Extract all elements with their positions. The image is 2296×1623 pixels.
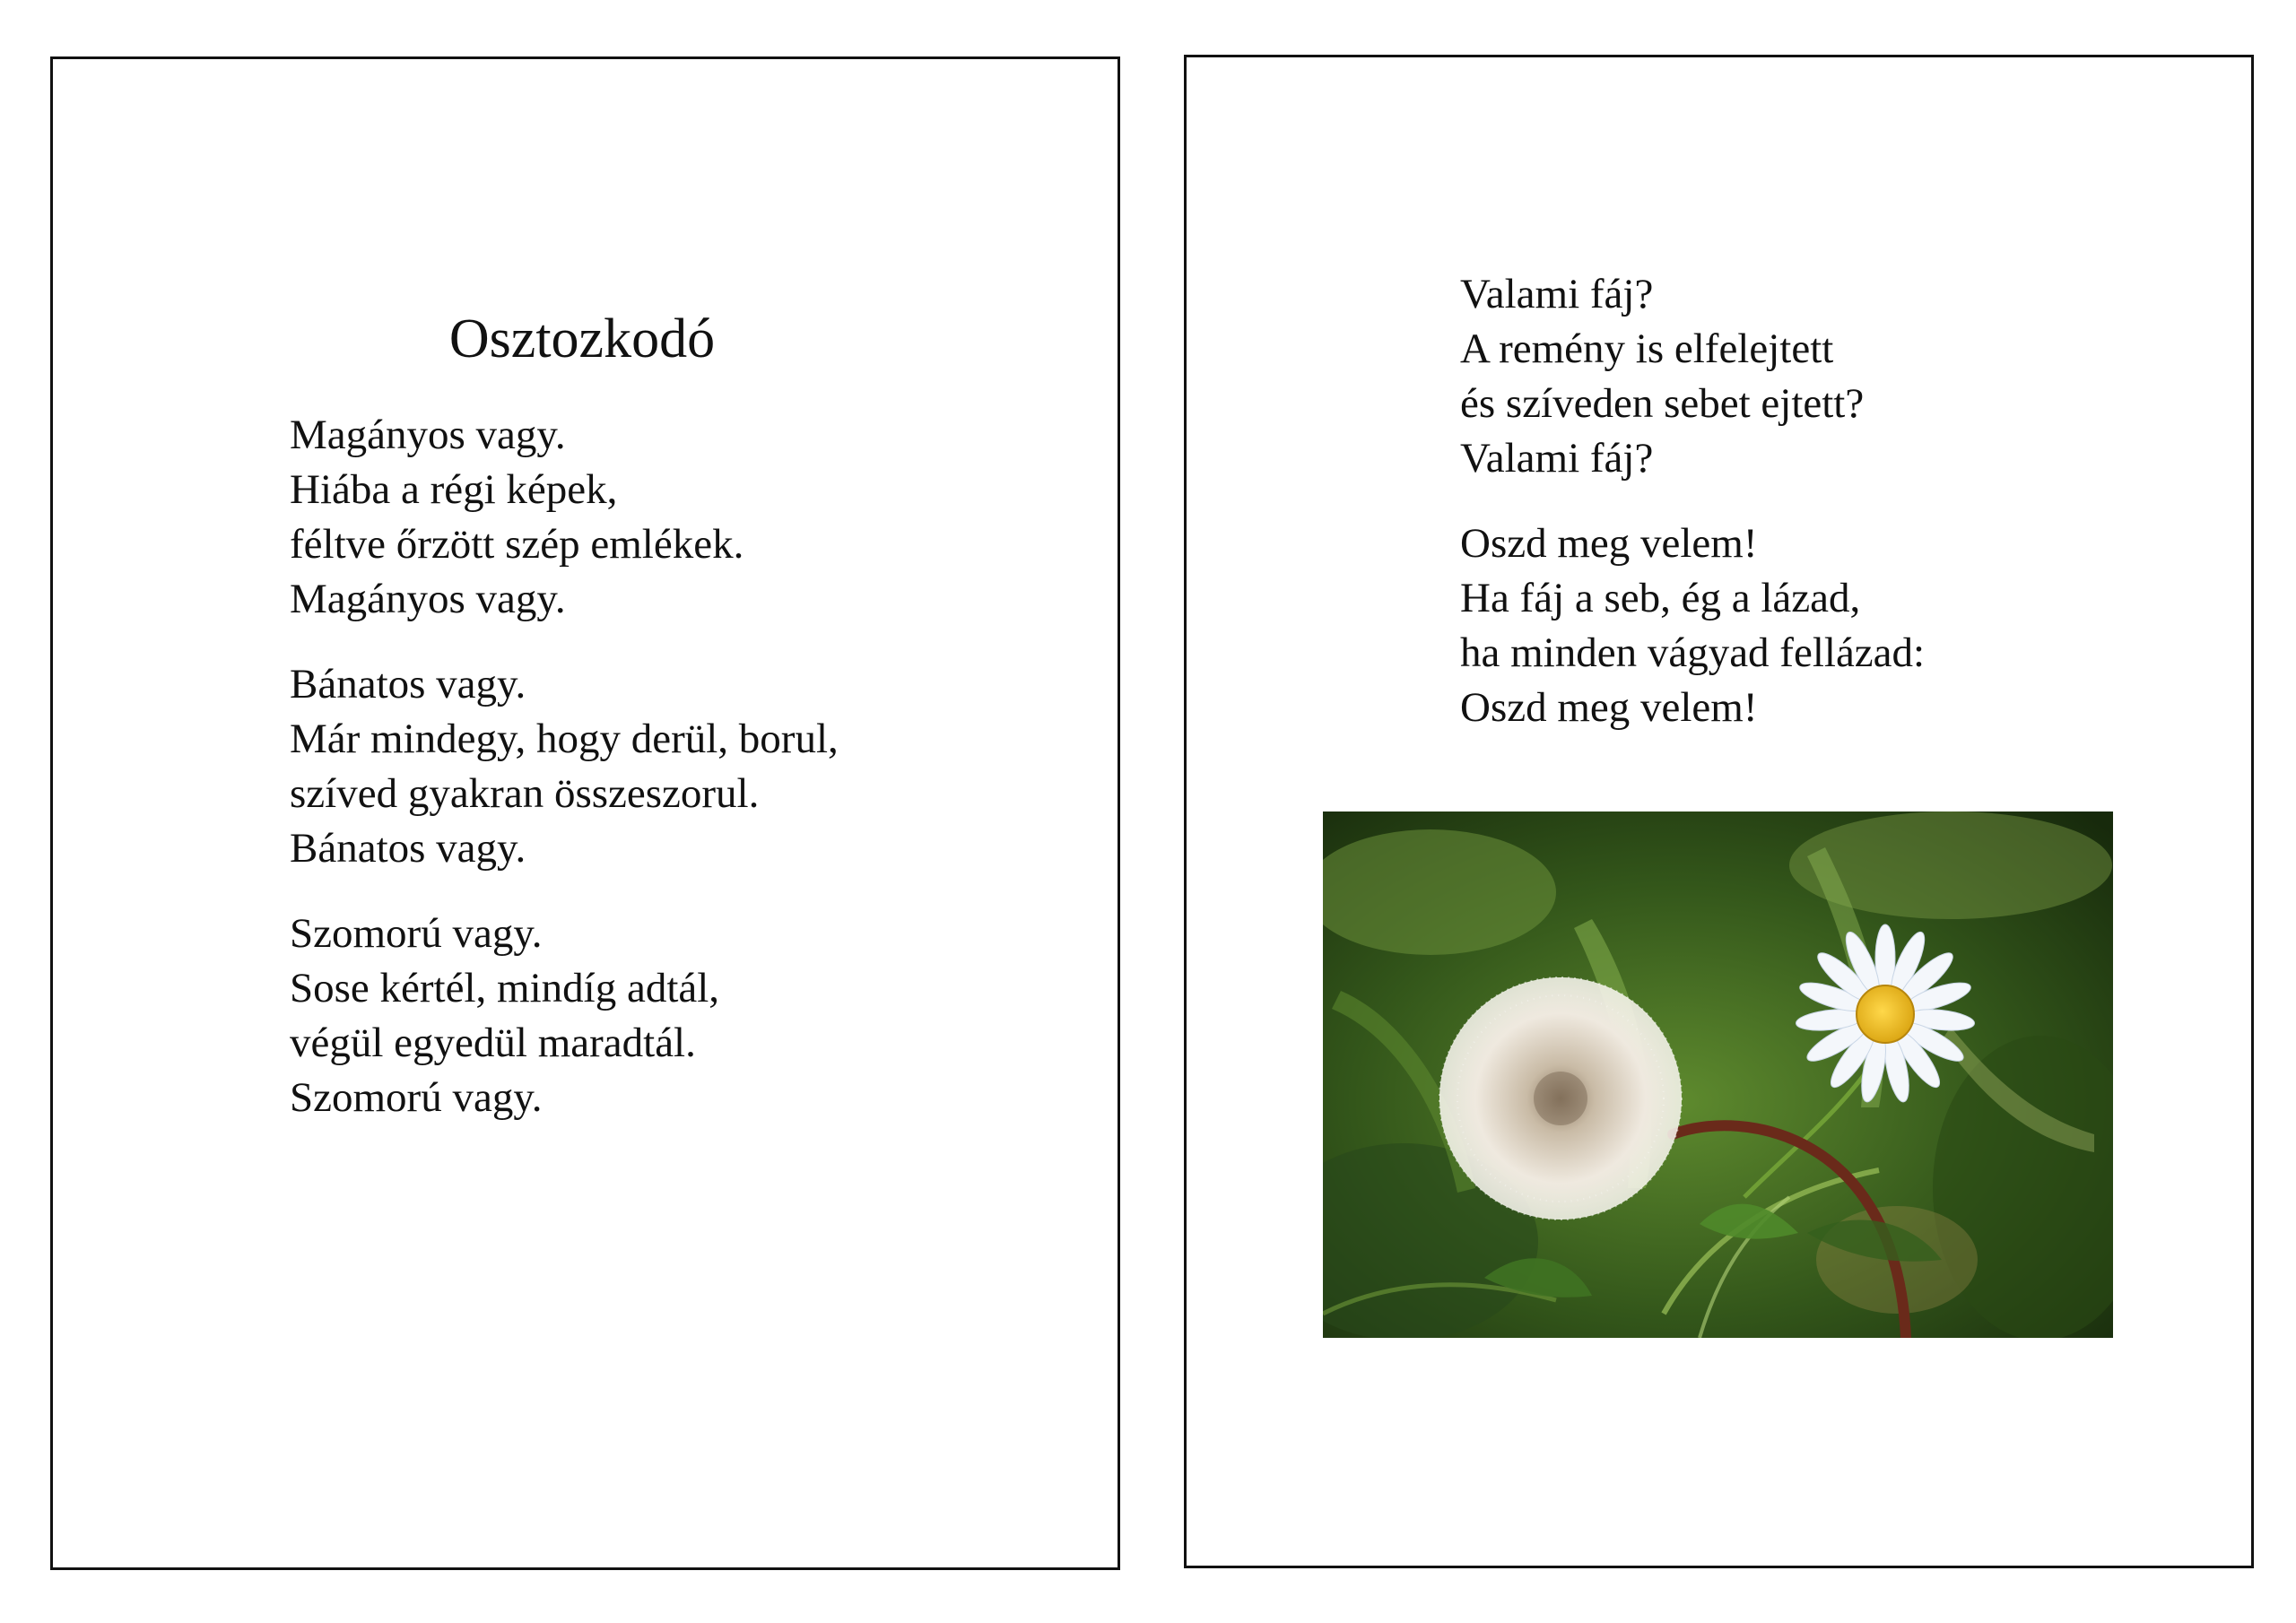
dandelion-daisy-photo — [1323, 812, 2113, 1338]
stanza — [290, 657, 839, 876]
poem-line: Bánatos vagy. — [290, 661, 526, 707]
poem-line: Már mindegy, hogy derül, borul, — [290, 716, 839, 762]
poem-line: Magányos vagy. — [290, 576, 566, 622]
poem-line: féltve őrzött szép emlékek. — [290, 521, 744, 568]
right-page — [1184, 55, 2254, 1568]
left-page — [50, 56, 1120, 1570]
stanza — [1460, 516, 1925, 735]
poem-line: A remény is elfelejtett — [1460, 325, 1834, 372]
poem-title: Osztozkodó — [448, 308, 716, 369]
poem-line: és szíveden sebet ejtett? — [1460, 380, 1865, 427]
photo-illustration — [1323, 812, 2113, 1338]
right-poem — [1460, 267, 1925, 766]
stanza — [1460, 267, 1925, 486]
poem-line: ha minden vágyad fellázad: — [1460, 629, 1926, 676]
stanza — [290, 408, 839, 627]
poem-line: Valami fáj? — [1460, 435, 1654, 482]
poem-line: végül egyedül maradtál. — [290, 1020, 696, 1066]
poem-line: Oszd meg velem! — [1460, 520, 1758, 567]
poem-line: Ha fáj a seb, ég a lázad, — [1460, 575, 1861, 621]
poem-line: Sose kértél, mindíg adtál, — [290, 965, 720, 1011]
left-poem — [290, 408, 839, 1156]
poem-line: Magányos vagy. — [290, 412, 566, 458]
poem-line: Hiába a régi képek, — [290, 466, 618, 513]
poem-line: Valami fáj? — [1460, 271, 1654, 317]
poem-line: szíved gyakran összeszorul. — [290, 770, 760, 817]
poem-line: Szomorú vagy. — [290, 1074, 543, 1121]
stanza — [290, 907, 839, 1125]
dandelion-seed-head — [1439, 977, 1682, 1219]
poem-line: Bánatos vagy. — [290, 825, 526, 872]
poem-line: Oszd meg velem! — [1460, 684, 1758, 731]
poem-line: Szomorú vagy. — [290, 910, 543, 957]
